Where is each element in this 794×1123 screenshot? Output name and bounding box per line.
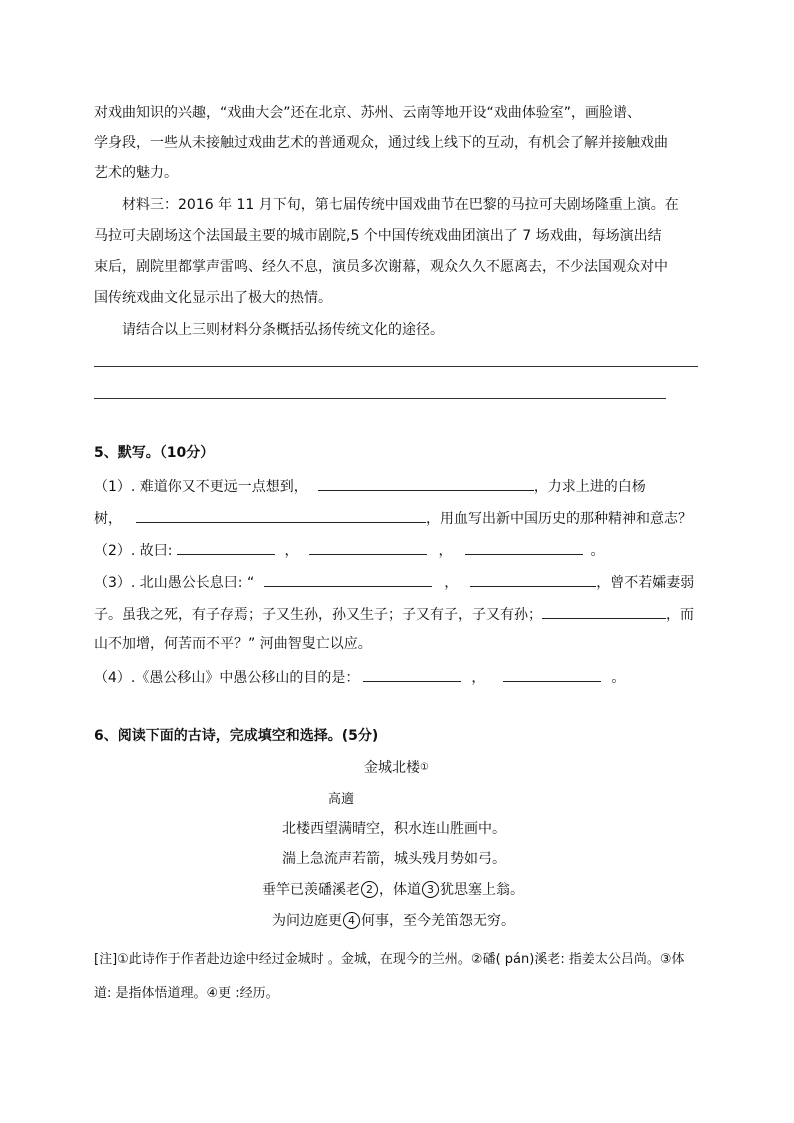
- answer-line-1[interactable]: [94, 366, 698, 367]
- material3-line-4: 国传统戏曲文化显示出了极大的热情。: [94, 290, 332, 306]
- q5-s3-text-a: （3）. 北山愚公长息曰: “: [94, 575, 255, 591]
- q5-blank-3[interactable]: [177, 539, 275, 555]
- poem-line-3-b: ，体道: [379, 882, 421, 898]
- q5-sentence-2: [94, 539, 605, 561]
- q5-blank-4[interactable]: [309, 539, 427, 555]
- poem-author: 高適: [328, 792, 355, 807]
- q5-s3-sep: ，: [444, 575, 459, 591]
- note-marker-2: 2: [361, 881, 378, 898]
- material2-line-3: 艺术的魅力。: [94, 165, 178, 181]
- q5-s3-text-b: ，曾不若孀妻弱: [596, 575, 695, 591]
- q5-s1-text-d: ，用血写出新中国历史的那种精神和意志？: [426, 511, 692, 527]
- q5-s2-sep-1: ，: [284, 543, 299, 559]
- q5-s2-sep-2: ，: [438, 543, 453, 559]
- q5-sentence-3c: 山不加增，何苦而不平？” 河曲智叟亡以应。: [94, 636, 372, 652]
- q5-blank-10[interactable]: [503, 666, 601, 682]
- q5-s3-text-c: 子。虽我之死，有子存焉；子又生孙，孙又生子；子又有子，子又有孙；: [94, 607, 542, 623]
- poem-notes-line-2: 道: 是指体悟道理。④更 :经历。: [94, 986, 279, 1001]
- q5-sentence-3b: [94, 603, 694, 625]
- q5-s2-end: 。: [590, 543, 605, 559]
- q5-sentence-3a: [94, 571, 694, 593]
- poem-notes-line-1: [注]①此诗作于作者赴边途中经过金城时 。金城，在现今的兰州。②磻( pán)溪老: 指姜太公吕尚。③体: [94, 952, 685, 967]
- q5-s1-text-c: 树，: [94, 511, 122, 527]
- q5-blank-8[interactable]: [542, 603, 666, 619]
- poem-line-3: [262, 880, 524, 900]
- q5-blank-6[interactable]: [264, 571, 432, 587]
- q5-s1-text-b: ，力求上进的白杨: [533, 479, 646, 495]
- answer-line-2[interactable]: [94, 398, 666, 399]
- poem-line-4: [272, 911, 515, 931]
- q5-s4-end: 。: [611, 670, 626, 686]
- material3-line-1: 材料三：2016 年 11 月下旬，第七届传统中国戏曲节在巴黎的马拉可夫剧场隆重上演。在: [122, 197, 679, 213]
- q5-s4-text-a: （4）.《愚公移山》中愚公移山的目的是：: [94, 670, 360, 686]
- poem-line-3-c: 犹思塞上翁。: [440, 882, 524, 898]
- q5-s4-sep: ，: [471, 670, 486, 686]
- poem-line-1: 北楼西望满晴空，积水连山胜画中。: [282, 821, 506, 837]
- poem-line-2: 湍上急流声若箭，城头残月势如弓。: [282, 851, 506, 867]
- q5-sentence-4: [94, 666, 625, 688]
- note-marker-4: 4: [343, 912, 360, 929]
- poem-line-4-a: 为问边庭更: [272, 913, 342, 929]
- material2-line-2: 学身段，一些从未接触过戏曲艺术的普通观众，通过线上线下的互动，有机会了解并接触戏曲: [94, 135, 668, 151]
- q5-title: 5、默写。（10分）: [94, 445, 215, 461]
- q5-blank-5[interactable]: [465, 539, 583, 555]
- q5-sentence-1a: [94, 475, 646, 497]
- q5-blank-2[interactable]: [136, 507, 426, 523]
- material2-line-1: 对戏曲知识的兴趣，“戏曲大会”还在北京、苏州、云南等地开设“戏曲体验室”，画脸谱、: [94, 105, 642, 121]
- q5-s3-text-d: ，而: [666, 607, 694, 623]
- q5-blank-1[interactable]: [318, 475, 534, 491]
- material3-line-2: 马拉可夫剧场这个法国最主要的城市剧院,5 个中国传统戏曲团演出了 7 场戏曲，每场演出结: [94, 228, 662, 244]
- poem-title: [364, 758, 429, 778]
- material3-line-3: 束后，剧院里都掌声雷鸣、经久不息，演员多次谢幕，观众久久不愿离去，不少法国观众对中: [94, 259, 668, 275]
- q5-blank-7[interactable]: [470, 571, 596, 587]
- poem-title-text: 金城北楼: [364, 760, 420, 776]
- question-prompt: 请结合以上三则材料分条概括弘扬传统文化的途径。: [122, 322, 444, 338]
- q5-s1-text-a: （1）. 难道你又不更远一点想到，: [94, 479, 308, 495]
- q5-blank-9[interactable]: [363, 666, 461, 682]
- q5-sentence-1b: [94, 507, 692, 529]
- note-marker-3: 3: [422, 881, 439, 898]
- q5-s2-text-a: （2）. 故曰:: [94, 543, 173, 559]
- poem-line-3-a: 垂竿已羡磻溪老: [262, 882, 360, 898]
- poem-line-4-b: 何事，至今羌笛怨无穷。: [361, 913, 515, 929]
- poem-title-note: ①: [420, 762, 429, 773]
- q6-title: 6、阅读下面的古诗，完成填空和选择。(5分): [94, 728, 379, 744]
